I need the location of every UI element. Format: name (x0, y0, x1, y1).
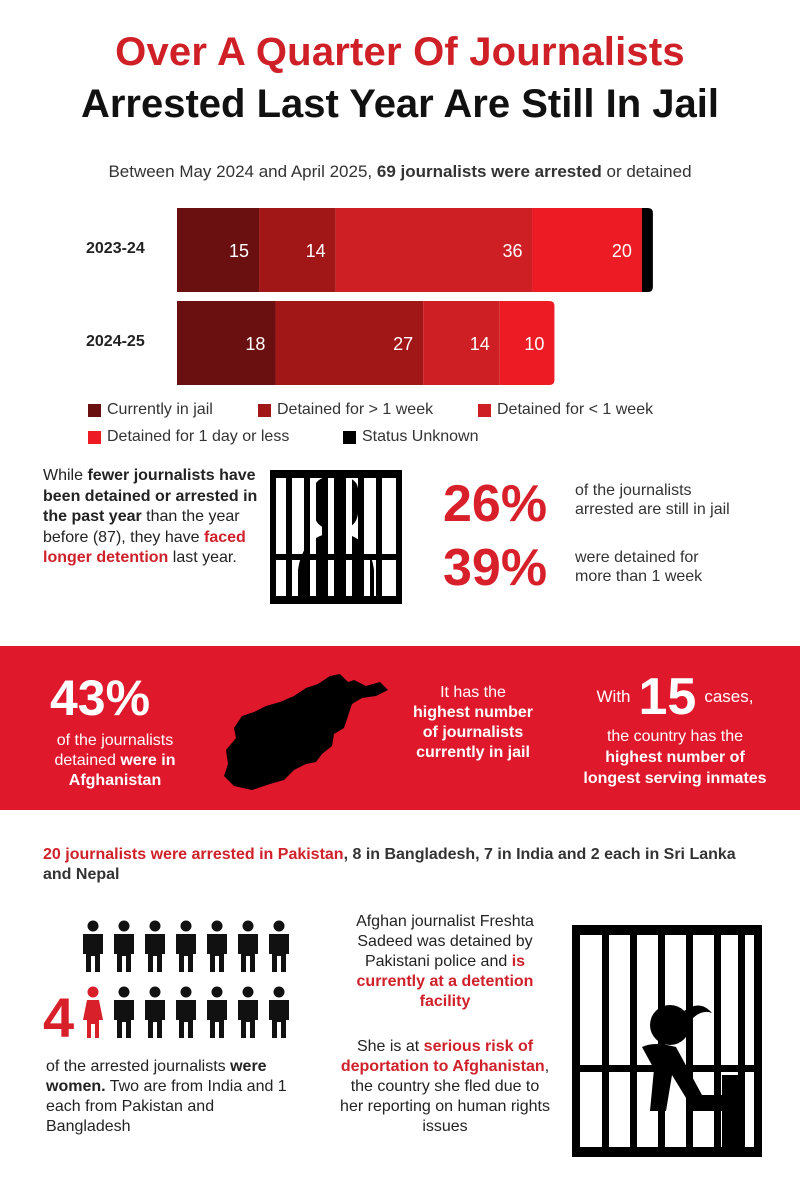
legend-label: Detained for > 1 week (277, 401, 434, 418)
person-icon (207, 921, 227, 973)
stat-39-desc (575, 548, 702, 586)
bar-value-label: 14 (305, 241, 326, 261)
person-icon (145, 921, 165, 973)
category-label-2024-25: 2024-25 (86, 333, 145, 350)
stat-desc-line: arrested are still in jail (575, 501, 730, 518)
para1-text: While (43, 467, 84, 484)
women-desc-text: of the arrested journalists (46, 1058, 226, 1075)
title-line-1: Over A Quarter Of Journalists (115, 30, 685, 74)
countries-rest: , 8 in Bangladesh, 7 in India and 2 each in Sri Lanka and Nepal (43, 846, 736, 883)
legend-swatch (88, 431, 101, 444)
legend-item-under-week (478, 401, 653, 419)
person-icon (238, 987, 258, 1039)
legend-swatch (478, 404, 491, 417)
bar-segment (642, 208, 653, 292)
afg-desc-bold: Afghanistan (68, 772, 162, 789)
afg-right-bold: longest serving inmates (583, 770, 767, 787)
legend-label: Detained for < 1 week (497, 401, 654, 418)
bar-value-label: 14 (469, 334, 490, 354)
highest-jailed-text (398, 683, 548, 763)
afg-desc-bold: were in (120, 752, 176, 769)
para1-text: last year. (172, 549, 237, 566)
subtitle (0, 162, 800, 182)
longest-serving-text (565, 668, 785, 789)
person-icon (176, 921, 196, 973)
legend-swatch (258, 404, 271, 417)
bar-value-label: 18 (245, 334, 266, 354)
person-icon (83, 921, 103, 973)
afg-mid-bold: currently in jail (416, 744, 530, 761)
person-icon (269, 921, 289, 973)
story-text: , the country she fled due to her reporting on human rights issues (340, 1058, 550, 1135)
bar-value-label: 27 (393, 334, 414, 354)
legend-label: Currently in jail (107, 401, 213, 418)
afg-right-bold: highest number of (605, 749, 745, 766)
legend-swatch (88, 404, 101, 417)
afg-mid-line: It has the (440, 684, 506, 701)
countries-sentence (43, 845, 763, 885)
person-icon (238, 921, 258, 973)
women-count: 4 (43, 986, 75, 1049)
stat-desc-line: of the journalists (575, 482, 692, 499)
stat-26-value: 26% (443, 475, 548, 533)
journalist-people-grid (40, 920, 300, 1050)
bar-value-label: 36 (502, 241, 523, 261)
stacked-bar-chart (0, 200, 800, 390)
stat-desc-line: were detained for (575, 549, 699, 566)
para1-red: faced longer detention (43, 528, 246, 566)
legend-label: Status Unknown (362, 428, 479, 445)
legend-item-one-day (88, 428, 289, 446)
person-icon (114, 921, 134, 973)
countries-red: 20 journalists were arrested in Pakistan (43, 846, 344, 863)
para1-bold: fewer journalists have been detained or arrested in the past year (43, 467, 258, 525)
women-desc-bold: were women. (46, 1058, 267, 1095)
prisoner-behind-bars-icon (270, 470, 402, 604)
story-text: Afghan journalist Freshta Sadeed was detained by Pakistani police and (356, 913, 534, 970)
stat-39-value: 39% (443, 539, 548, 597)
women-desc-text: Two are from India and 1 each from Pakistan and Bangladesh (46, 1078, 287, 1135)
legend-label: Detained for 1 day or less (107, 428, 290, 445)
afg-desc-line: detained (54, 752, 116, 769)
afg-cases: cases, (704, 687, 754, 706)
stat-26-desc (575, 481, 730, 519)
person-icon (114, 987, 134, 1039)
person-icon (176, 987, 196, 1039)
fewer-journalists-paragraph (43, 466, 258, 569)
legend-item-unknown (343, 428, 479, 446)
afg-mid-bold: of journalists (422, 724, 524, 741)
person-icon (269, 987, 289, 1039)
legend-swatch (343, 431, 356, 444)
story-red: serious risk of deportation to Afghanistan (340, 1038, 545, 1075)
bar-value-label: 20 (611, 241, 632, 261)
person-icon (207, 987, 227, 1039)
woman-person-icon (83, 987, 103, 1039)
story-red: is currently at a detention facility (356, 953, 534, 1010)
category-label-2023-24: 2023-24 (86, 240, 145, 257)
women-description (46, 1057, 296, 1137)
story-text: She is at (356, 1038, 420, 1055)
legend-item-jail (88, 401, 213, 419)
afg-mid-bold: highest number (412, 704, 533, 721)
para1-text: than the year before (87), they have (43, 508, 240, 546)
subtitle-bold: 69 journalists were arrested (376, 162, 602, 181)
story-paragraph-2 (338, 1037, 552, 1137)
story-paragraph-1 (340, 912, 550, 1012)
title-line-2: Arrested Last Year Are Still In Jail (80, 82, 720, 126)
legend-item-over-week (258, 401, 433, 419)
afghanistan-map-icon (222, 672, 390, 794)
afg-cases-number: 15 (638, 668, 697, 726)
person-icon (145, 987, 165, 1039)
afghanistan-desc (30, 731, 200, 791)
bar-value-label: 15 (229, 241, 250, 261)
bar-value-label: 10 (524, 334, 545, 354)
afg-with: With (596, 687, 631, 706)
subtitle-suffix: or detained (606, 162, 692, 181)
stat-desc-line: more than 1 week (575, 568, 703, 585)
afg-right-line: the country has the (606, 728, 744, 745)
woman-behind-bars-icon (572, 925, 762, 1157)
subtitle-prefix: Between May 2024 and April 2025, (108, 162, 373, 181)
afghanistan-pct: 43% (50, 670, 151, 726)
afg-desc-line: of the journalists (56, 732, 174, 749)
